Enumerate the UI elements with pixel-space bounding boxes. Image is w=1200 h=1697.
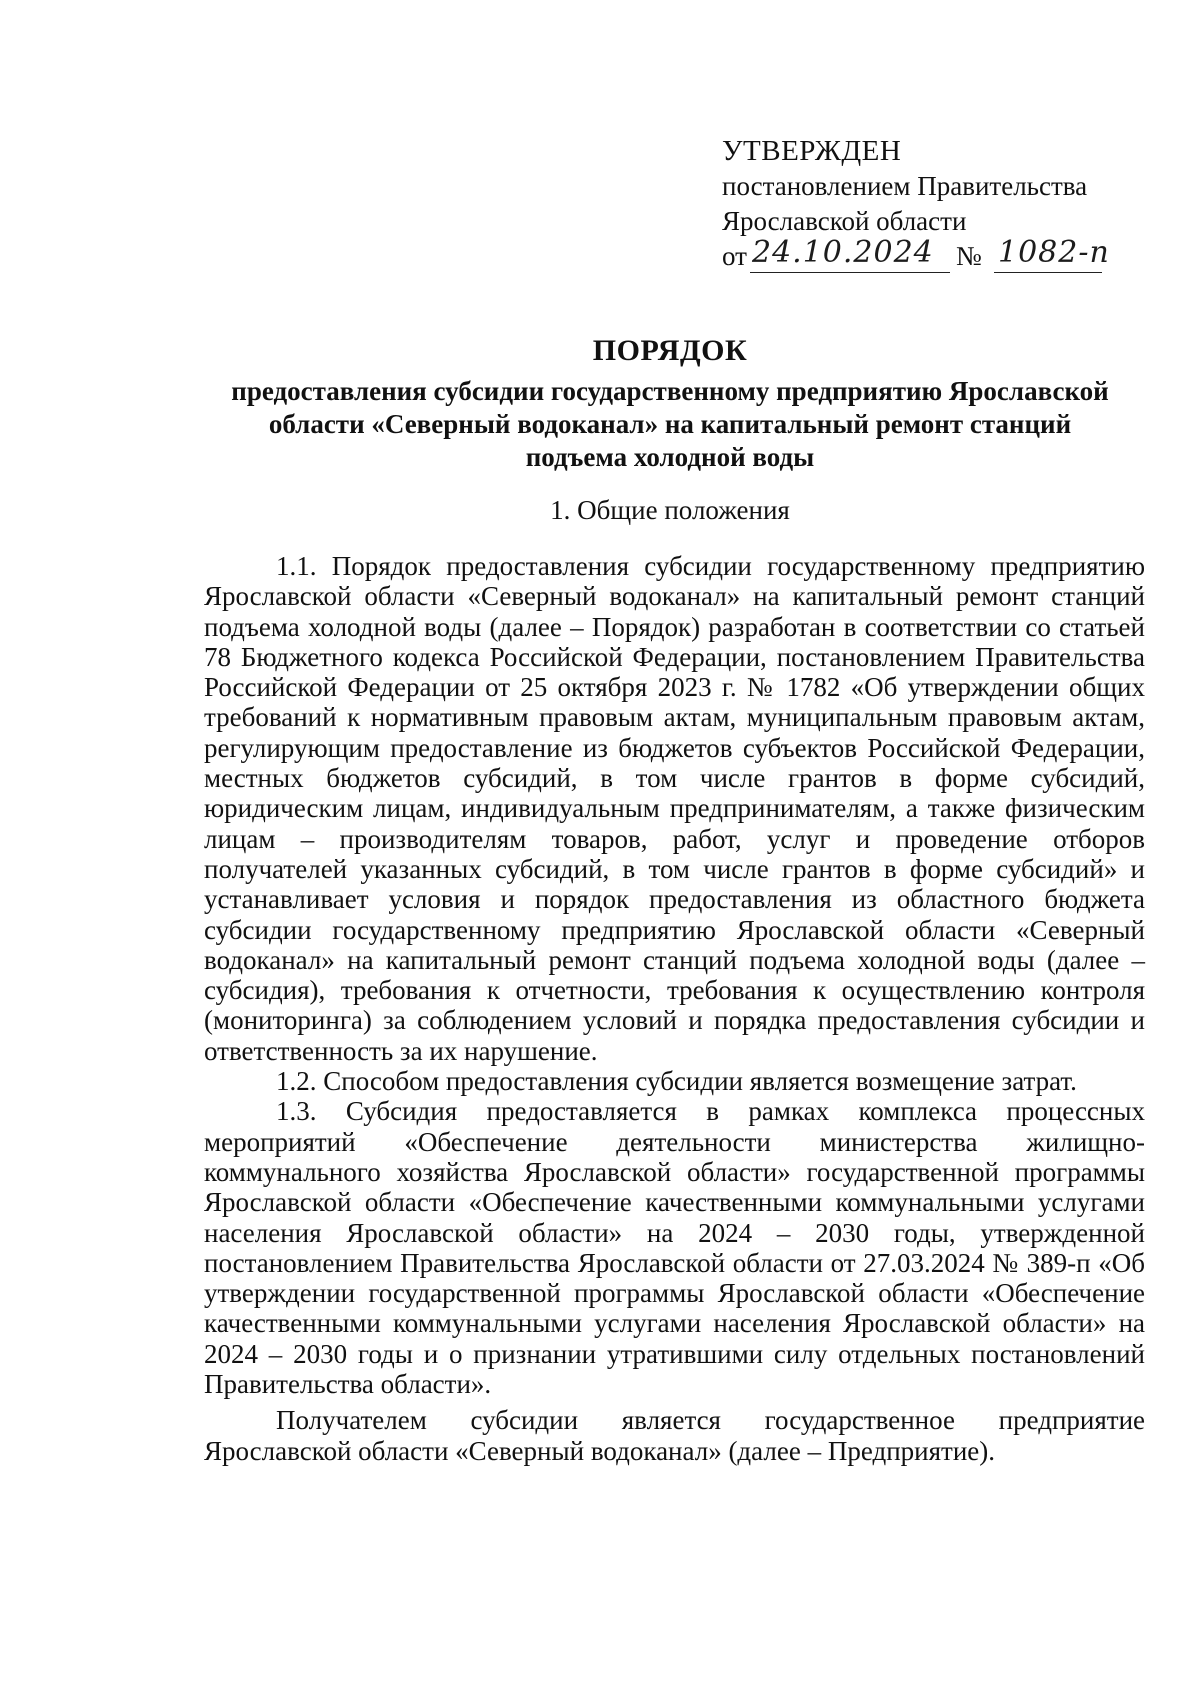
approval-title: УТВЕРЖДЕН	[722, 135, 902, 167]
document-body	[204, 551, 1145, 1466]
document-title: ПОРЯДОК	[592, 334, 748, 367]
paragraph-1-3: 1.3. Субсидия предоставляется в рамках комплекса процессных мероприятий «Обеспечение деятельности министерства жилищно-коммунального хозяйства Ярославской области» государственной программы Ярославской области «Обеспечение качественными коммунальными услугами населения Ярославской области» на 2024 – 2030 годы, утвержденной постановлением Правительства Ярославской области от 27.03.2024 № 389-п «Об утверждении государственной программы Ярославской области «Обеспечение качественными коммунальными услугами населения Ярославской области» на 2024 – 2030 годы и о признании утратившими силу отдельных постановлений Правительства области».	[204, 1096, 1145, 1400]
approval-reference-line	[722, 235, 1122, 277]
paragraph-1-1: 1.1. Порядок предоставления субсидии государственному предприятию Ярославской области «Северный водоканал» на капитальный ремонт станций подъема холодной воды (далее – Порядок) разработан в соответствии со статьей 78 Бюджетного кодекса Российской Федерации, постановлением Правительства Российской Федерации от 25 октября 2023 г. № 1782 «Об утверждении общих требований к нормативным правовым актам, муниципальным правовым актам, регулирующим предоставление из бюджетов субъектов Российской Федерации, местных бюджетов субсидий, в том числе грантов в форме субсидий, юридическим лицам, индивидуальным предпринимателям, а также физическим лицам – производителям товаров, работ, услуг и проведение отборов получателей указанных субсидий, в том числе грантов в форме субсидий» и устанавливает условия и порядок предоставления из областного бюджета субсидии государственному предприятию Ярославской области «Северный водоканал» на капитальный ремонт станций подъема холодной воды (далее – субсидия), требования к отчетности, требования к осуществлению контроля (мониторинга) за соблюдением условий и порядка предоставления субсидии и ответственность за их нарушение.	[204, 551, 1145, 1066]
approval-block	[722, 134, 1122, 277]
section-heading: 1. Общие положения	[550, 495, 790, 525]
handwritten-number: 1082-п	[998, 235, 1110, 270]
date-prefix: от	[722, 241, 747, 271]
paragraph-1-2: 1.2. Способом предоставления субсидии является возмещение затрат.	[276, 1066, 1077, 1097]
document-subtitle-line-3: подъема холодной воды	[525, 442, 815, 472]
number-underline	[994, 272, 1102, 273]
number-prefix: №	[956, 241, 982, 271]
paragraph-recipient: Получателем субсидии является государственное предприятие Ярославской области «Северный водоканал» (далее – Предприятие).	[204, 1405, 1145, 1466]
document-title-block	[200, 334, 1140, 474]
document-subtitle-line-1: предоставления субсидии государственному предприятию Ярославской	[231, 376, 1109, 406]
handwritten-date: 24.10.2024	[752, 235, 934, 270]
document-subtitle-line-2: области «Северный водоканал» на капитальный ремонт станций	[268, 409, 1072, 439]
approval-line-1: постановлением Правительства	[722, 171, 1088, 201]
approval-line-2: Ярославской области	[722, 206, 967, 236]
date-underline	[750, 272, 950, 273]
